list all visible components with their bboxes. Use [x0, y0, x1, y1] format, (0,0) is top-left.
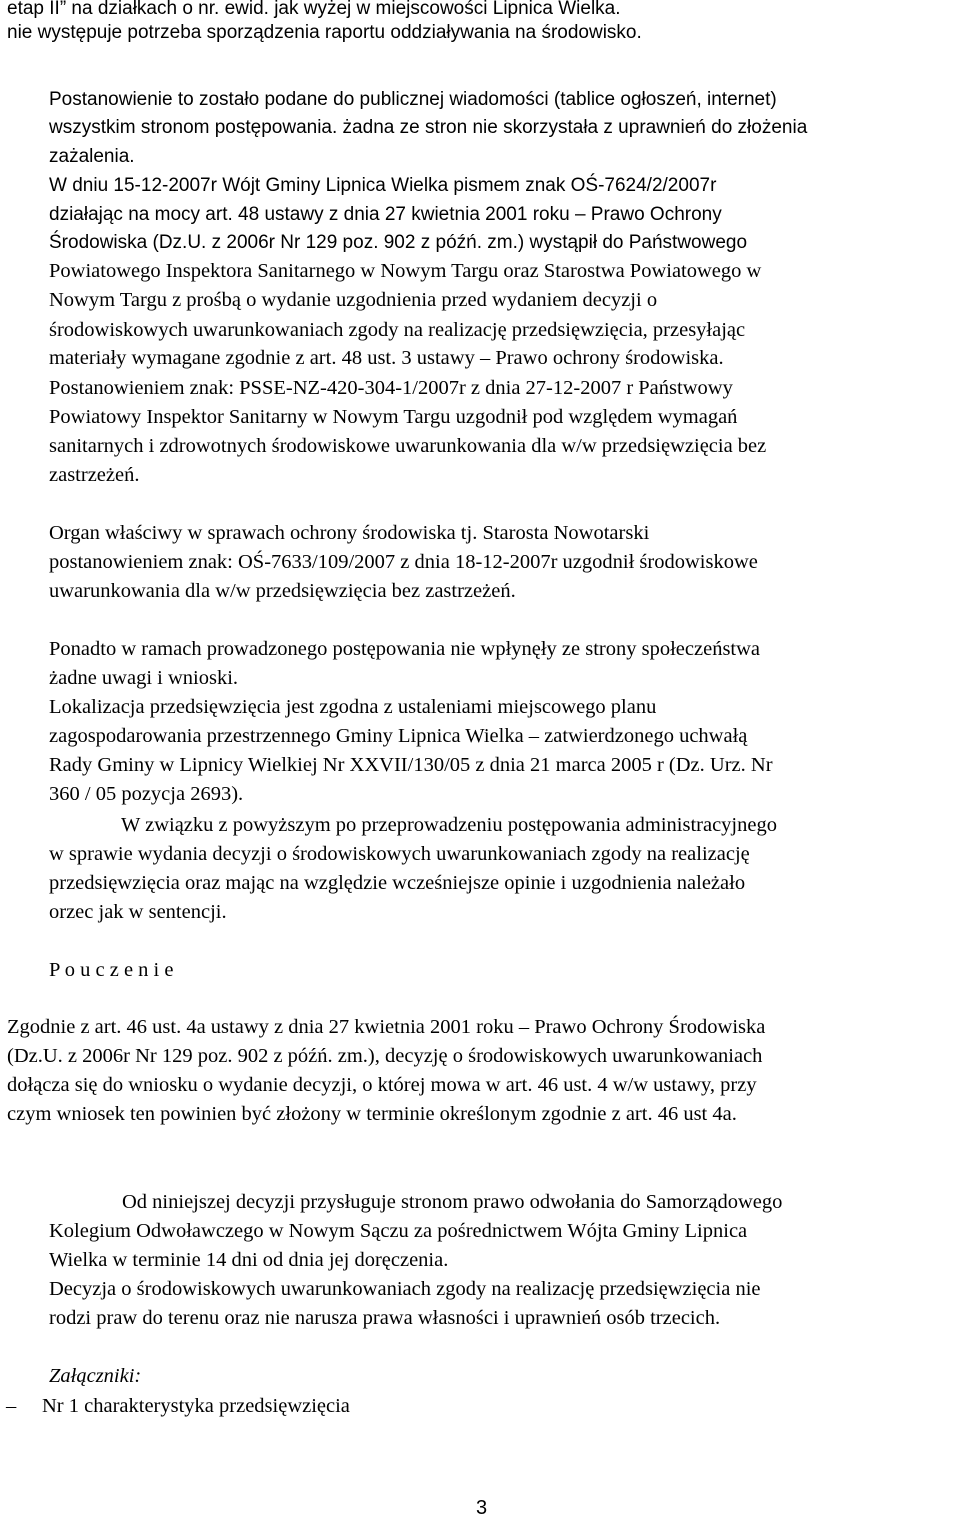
text-line: zagospodarowania przestrzennego Gminy Lipnica Wielka – zatwierdzonego uchwałą [49, 725, 748, 747]
text-line: postanowieniem znak: OŚ-7633/109/2007 z dnia 18-12-2007r uzgodnił środowiskowe [49, 551, 758, 573]
text-line: Zgodnie z art. 46 ust. 4a ustawy z dnia 27 kwietnia 2001 roku – Prawo Ochrony Środowiska [7, 1016, 766, 1038]
text-line: Nowym Targu z prośbą o wydanie uzgodnienia przed wydaniem decyzji o [49, 289, 658, 311]
text-line: Decyzja o środowiskowych uwarunkowaniach zgody na realizację przedsięwzięcia nie [49, 1278, 761, 1300]
text-line: przedsięwzięcia oraz mając na względzie wcześniejsze opinie i uzgodnienia należało [49, 872, 746, 894]
text-line: Od niniejszej decyzji przysługuje stronom prawo odwołania do Samorządowego [122, 1191, 783, 1213]
text-line: Rady Gminy w Lipnicy Wielkiej Nr XXVII/130/05 z dnia 21 marca 2005 r (Dz. Urz. Nr [49, 754, 773, 776]
text-line: etap II” na działkach o nr. ewid. jak wyżej w miejscowości Lipnica Wielka. [7, 0, 621, 19]
section-heading: P o u c z e n i e [49, 959, 174, 981]
text-line: nie występuje potrzeba sporządzenia raportu oddziaływania na środowisko. [7, 22, 642, 43]
text-line: Wielka w terminie 14 dni od dnia jej doręczenia. [49, 1249, 449, 1271]
text-line: Organ właściwy w sprawach ochrony środowiska tj. Starosta Nowotarski [49, 522, 650, 544]
dash-bullet: – [6, 1395, 17, 1417]
attachments-label: Załączniki: [49, 1365, 142, 1387]
text-line: (Dz.U. z 2006r Nr 129 poz. 902 z późń. zm.), decyzję o środowiskowych uwarunkowaniach [7, 1045, 763, 1067]
text-line: sanitarnych i zdrowotnych środowiskowe uwarunkowania dla w/w przedsięwzięcia bez [49, 435, 767, 457]
text-line: Lokalizacja przedsięwzięcia jest zgodna z ustaleniami miejscowego planu [49, 696, 657, 718]
text-line: orzec jak w sentencji. [49, 901, 227, 923]
text-line: środowiskowych uwarunkowaniach zgody na realizację przedsięwzięcia, przesyłając [49, 319, 746, 341]
text-line: dołącza się do wniosku o wydanie decyzji, o której mowa w art. 46 ust. 4 w/w ustawy, przy [7, 1074, 757, 1096]
text-line: W dniu 15-12-2007r Wójt Gminy Lipnica Wielka pismem znak OŚ-7624/2/2007r [49, 175, 717, 196]
text-line: działając na mocy art. 48 ustawy z dnia 27 kwietnia 2001 roku – Prawo Ochrony [49, 204, 722, 225]
attachment-item [6, 1392, 350, 1421]
text-line: Środowiska (Dz.U. z 2006r Nr 129 poz. 902 z późń. zm.) wystąpił do Państwowego [49, 232, 748, 253]
text-line: żadne uwagi i wnioski. [49, 667, 239, 689]
text-line: Powiatowego Inspektora Sanitarnego w Nowym Targu oraz Starostwa Powiatowego w [49, 260, 762, 282]
text-line: Ponadto w ramach prowadzonego postępowania nie wpłynęły ze strony społeczeństwa [49, 638, 761, 660]
text-line: czym wniosek ten powinien być złożony w terminie określonym zgodnie z art. 46 ust 4a. [7, 1103, 737, 1125]
text-line: Kolegium Odwoławczego w Nowym Sączu za pośrednictwem Wójta Gminy Lipnica [49, 1220, 748, 1242]
text-line: wszystkim stronom postępowania. żadna ze stron nie skorzystała z uprawnień do złożenia [49, 117, 808, 138]
page-number: 3 [476, 1497, 488, 1519]
text-line: w sprawie wydania decyzji o środowiskowych uwarunkowaniach zgody na realizację [49, 843, 750, 865]
attachment-text: Nr 1 charakterystyka przedsięwzięcia [42, 1395, 350, 1417]
text-line: materiały wymagane zgodnie z art. 48 ust. 3 ustawy – Prawo ochrony środowiska. [49, 347, 724, 369]
text-line: zastrzeżeń. [49, 464, 140, 486]
text-line: zażalenia. [49, 146, 135, 167]
text-line: Postanowienie to zostało podane do publicznej wiadomości (tablice ogłoszeń, internet) [49, 89, 777, 110]
text-line: uwarunkowania dla w/w przedsięwzięcia bez zastrzeżeń. [49, 580, 516, 602]
text-line: Powiatowy Inspektor Sanitarny w Nowym Targu uzgodnił pod względem wymagań [49, 406, 738, 428]
text-line: Postanowieniem znak: PSSE-NZ-420-304-1/2007r z dnia 27-12-2007 r Państwowy [49, 377, 733, 399]
text-line: rodzi praw do terenu oraz nie narusza prawa własności i uprawnień osób trzecich. [49, 1307, 721, 1329]
text-line: W związku z powyższym po przeprowadzeniu postępowania administracyjnego [121, 814, 777, 836]
text-line: 360 / 05 pozycja 2693). [49, 783, 244, 805]
